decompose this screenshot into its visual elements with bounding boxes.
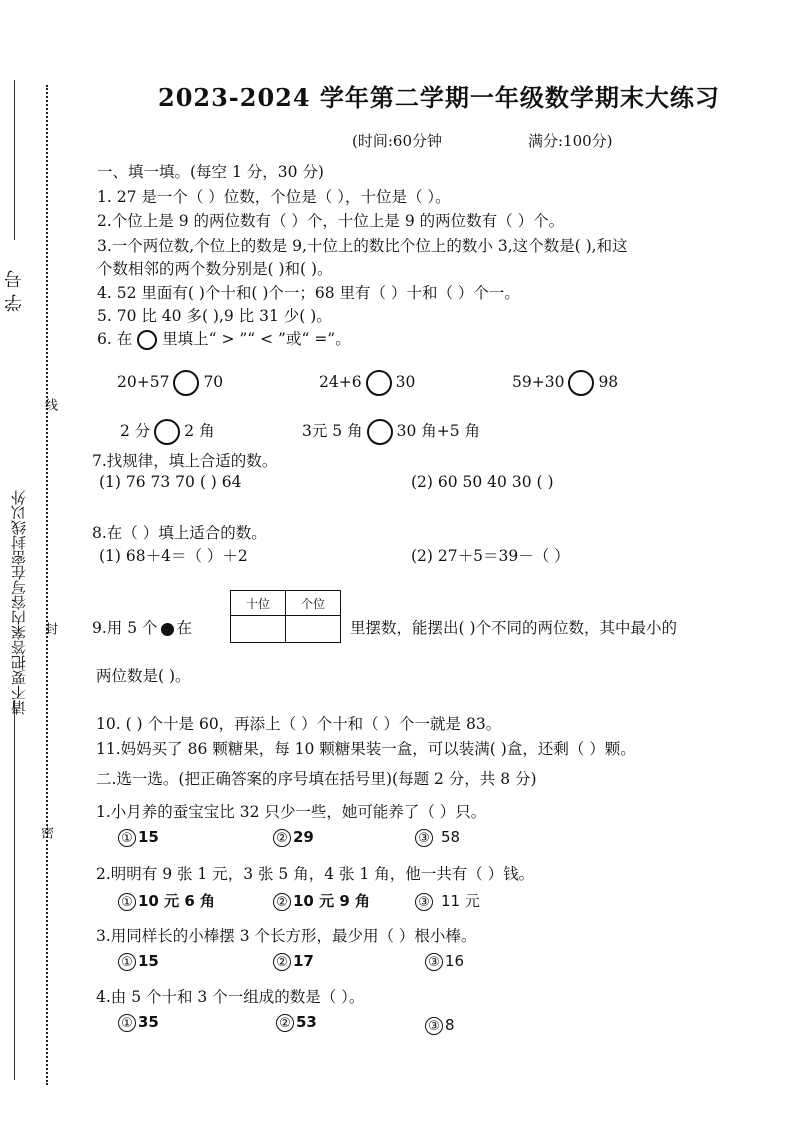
tens-header: 十位 [231, 591, 286, 616]
q5-text: 5. 70 比 40 多( ),9 比 31 少( )。 [97, 307, 332, 325]
q3-text-line1: 3.一个两位数,个位上的数是 9,十位上的数比个位上的数小 3,这个数是( ),和这 [97, 237, 628, 255]
q6-suffix: 里填上“ > ”“ < ”或“ =”。 [162, 330, 351, 348]
choice-q4-option-1[interactable]: ① 35 [118, 1013, 159, 1032]
option-marker: ③ [415, 829, 433, 847]
compare-b-circle[interactable] [366, 370, 392, 396]
q7-part2: (2) 60 50 40 30 ( ) [411, 473, 554, 491]
seal-mark: 封 [42, 622, 57, 635]
option-marker: ② [273, 953, 291, 971]
compare-c-right: 98 [598, 373, 619, 391]
option-marker: ① [118, 893, 136, 911]
q6-text [97, 327, 351, 350]
seal-warning: 请不要把答案内容写在密封线以外 [10, 490, 28, 715]
q2-text: 2.个位上是 9 的两位数有（ ）个，十位上是 9 的两位数有（ ）个。 [97, 212, 565, 230]
compare-e-circle[interactable] [367, 419, 393, 445]
choice-q4-option-3[interactable]: ③ 8 [425, 1016, 455, 1035]
binding-line-top [14, 80, 15, 240]
compare-c [512, 370, 618, 396]
choice-q2-option-3[interactable]: ③ 11 元 [415, 890, 480, 911]
choice-q1-option-3[interactable]: ③ 58 [415, 828, 460, 847]
compare-a-left: 20+57 [117, 373, 170, 391]
place-value-table [230, 590, 341, 643]
choice-q3-option-1[interactable]: ① 15 [118, 952, 159, 971]
compare-e [302, 419, 480, 445]
compare-d-right: 2 角 [184, 422, 215, 440]
option-marker: ① [118, 953, 136, 971]
ones-header: 个位 [286, 591, 341, 616]
q9-prefix: 9.用 5 个 [92, 619, 158, 637]
q7-part1: (1) 76 73 70 ( ) 64 [99, 473, 242, 491]
option-marker: ① [118, 1014, 136, 1032]
compare-e-right: 30 角+5 角 [396, 422, 481, 440]
compare-c-left: 59+30 [512, 373, 565, 391]
choice-q2-option-1[interactable]: ① 10 元 6 角 [118, 890, 215, 911]
q9-text-line2: 两位数是( )。 [96, 667, 191, 685]
choice-q3-text: 3.用同样长的小棒摆 3 个长方形，最少用（ ）根小棒。 [96, 927, 477, 945]
compare-a-right: 70 [203, 373, 224, 391]
q4-text: 4. 52 里面有( )个十和( )个一；68 里有（ ）十和（ ）个一。 [97, 284, 520, 302]
choice-q4-text: 4.由 5 个十和 3 个一组成的数是（ ）。 [96, 988, 365, 1006]
choice-q2-option-2[interactable]: ② 10 元 9 角 [273, 890, 370, 911]
option-marker: ③ [425, 953, 443, 971]
section1-heading: 一、填一填。(每空 1 分，30 分) [97, 163, 324, 181]
choice-q1-option-1[interactable]: ① 15 [118, 828, 159, 847]
compare-a-circle[interactable] [173, 370, 199, 396]
tens-cell[interactable] [231, 616, 286, 643]
compare-b-right: 30 [395, 373, 416, 391]
option-marker: ③ [415, 893, 433, 911]
secret-mark: 密 [38, 826, 53, 839]
compare-d-circle[interactable] [154, 419, 180, 445]
student-number-label: 学 号 [4, 270, 25, 312]
choice-q2-text: 2.明明有 9 张 1 元，3 张 5 角，4 张 1 角，他一共有（ ）钱。 [96, 865, 535, 883]
option-marker: ③ [425, 1017, 443, 1035]
q11-text: 11.妈妈买了 86 颗糖果，每 10 颗糖果装一盒，可以装满( )盒，还剩（ ）颗。 [96, 740, 636, 758]
q9-text [92, 616, 192, 638]
q8-part1: (1) 68＋4＝（ ）＋2 [99, 547, 248, 565]
q9-text-rest: 里摆数，能摆出( )个不同的两位数，其中最小的 [350, 619, 678, 637]
option-marker: ② [273, 893, 291, 911]
seal-dotted-line [46, 85, 48, 1085]
line-mark: 线 [42, 398, 57, 411]
choice-q3-option-3[interactable]: ③ 16 [425, 952, 464, 971]
compare-b-left: 24+6 [319, 373, 362, 391]
option-marker: ② [273, 829, 291, 847]
binding-line-bottom [14, 700, 15, 1080]
section2-heading: 二.选一选。(把正确答案的序号填在括号里)(每题 2 分，共 8 分) [96, 770, 537, 788]
exam-full-score: 满分:100分) [528, 132, 613, 150]
bead-dot-icon [161, 623, 174, 636]
q6-example-circle [137, 330, 157, 350]
option-marker: ② [276, 1014, 294, 1032]
q8-text: 8.在（ ）填上适合的数。 [92, 524, 267, 542]
q1-text: 1. 27 是一个（ ）位数，个位是（ ），十位是（ ）。 [97, 188, 451, 206]
compare-a [117, 370, 223, 396]
compare-e-left: 3元 5 角 [302, 422, 363, 440]
compare-c-circle[interactable] [568, 370, 594, 396]
choice-q3-option-2[interactable]: ② 17 [273, 952, 314, 971]
compare-b [319, 370, 415, 396]
compare-d [120, 419, 215, 445]
choice-q1-option-2[interactable]: ② 29 [273, 828, 314, 847]
exam-title: 2023-2024 学年第二学期一年级数学期末大练习 [158, 83, 720, 112]
ones-cell[interactable] [286, 616, 341, 643]
q8-part2: (2) 27＋5＝39－（ ） [411, 547, 570, 565]
q3-text-line2: 个数相邻的两个数分别是( )和( )。 [97, 260, 333, 278]
q6-prefix: 6. 在 [97, 330, 133, 348]
q10-text: 10. ( ) 个十是 60，再添上（ ）个十和（ ）个一就是 83。 [96, 715, 502, 733]
exam-time: (时间:60分钟 [352, 132, 442, 150]
compare-d-left: 2 分 [120, 422, 151, 440]
q9-mid: 在 [176, 619, 193, 637]
choice-q4-option-2[interactable]: ② 53 [276, 1013, 317, 1032]
option-marker: ① [118, 829, 136, 847]
q7-text: 7.找规律，填上合适的数。 [92, 452, 278, 470]
choice-q1-text: 1.小月养的蚕宝宝比 32 只少一些，她可能养了（ ）只。 [96, 803, 487, 821]
